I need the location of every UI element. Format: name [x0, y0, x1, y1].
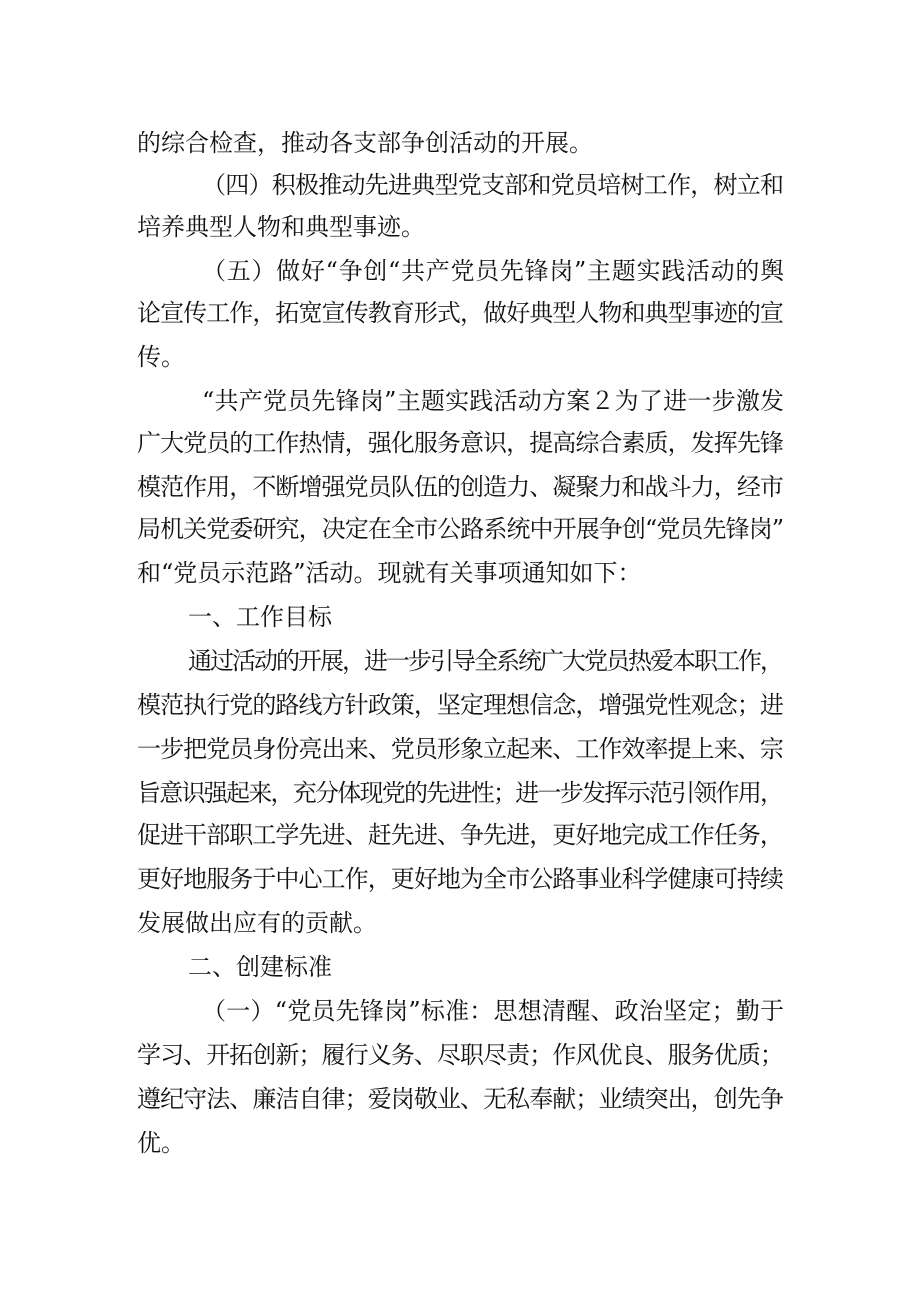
text-line: 更好地服务于中心工作，更好地为全市公路事业科学健康可持续	[137, 865, 783, 893]
text-line: （一）“党员先锋岗”标准：思想清醒、政治坚定；勤于	[202, 997, 785, 1025]
text-line: （四）积极推动先进典型党支部和党员培树工作，树立和	[202, 171, 784, 199]
section-heading: 二、创建标准	[188, 953, 332, 981]
text-line: （五）做好“争创“共产党员先锋岗”主题实践活动的舆	[202, 257, 785, 285]
text-line: 局机关党委研究，决定在全市公路系统中开展争创“党员先锋岗”	[137, 515, 784, 543]
text-line: 促进干部职工学先进、赶先进、争先进，更好地完成工作任务，	[137, 821, 783, 849]
text-line: 优。	[137, 1129, 185, 1157]
text-line: 广大党员的工作热情，强化服务意识，提高综合素质，发挥先锋	[137, 429, 783, 457]
text-line: 一步把党员身份亮出来、党员形象立起来、工作效率提上来、宗	[137, 735, 783, 763]
text-line: 遵纪守法、廉洁自律；爱岗敬业、无私奉献；业绩突出，创先争	[137, 1085, 783, 1113]
text-line: 学习、开拓创新；履行义务、尽职尽责；作风优良、服务优质；	[137, 1041, 783, 1069]
text-line: 培养典型人物和典型事迹。	[137, 213, 425, 241]
text-line: 旨意识强起来，充分体现党的先进性；进一步发挥示范引领作用，	[137, 779, 783, 807]
text-line: 和“党员示范路”活动。现就有关事项通知如下：	[137, 559, 642, 587]
text-line: 论宣传工作，拓宽宣传教育形式，做好典型人物和典型事迹的宣	[137, 299, 783, 327]
text-line: 传。	[137, 343, 185, 371]
text-line: “共产党员先锋岗”主题实践活动方案２为了进一步激发	[202, 387, 785, 415]
text-line: 发展做出应有的贡献。	[137, 909, 377, 937]
text-line: 通过活动的开展，进一步引导全系统广大党员热爱本职工作，	[188, 647, 782, 675]
text-line: 的综合检查，推动各支部争创活动的开展。	[137, 129, 593, 157]
section-heading: 一、工作目标	[188, 603, 332, 631]
text-line: 模范作用，不断增强党员队伍的创造力、凝聚力和战斗力，经市	[137, 473, 783, 501]
text-line: 模范执行党的路线方针政策，坚定理想信念，增强党性观念；进	[137, 691, 783, 719]
